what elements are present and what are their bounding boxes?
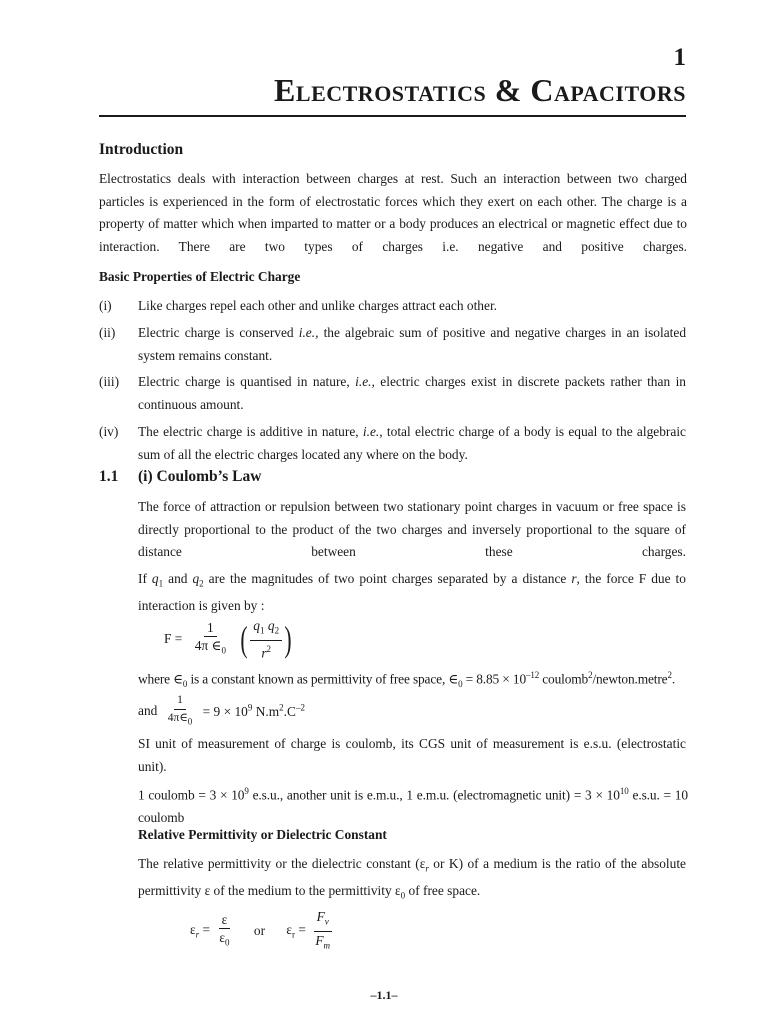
properties-heading: Basic Properties of Electric Charge — [99, 269, 301, 284]
fraction-numerator: ε — [219, 911, 231, 929]
relative-permittivity-equation — [190, 908, 333, 954]
chapter-title: Electrostatics & Capacitors — [274, 72, 686, 108]
fraction-denominator — [312, 932, 333, 955]
text-run: is a constant known as permittivity of free space, ∈ — [187, 671, 459, 687]
constant-equation — [138, 692, 305, 730]
subscript: 1 — [260, 625, 265, 636]
equation-lhs — [190, 922, 211, 940]
list-item-number: (iii) — [99, 374, 120, 389]
inner-numerator — [250, 617, 282, 641]
subscript: 0 — [187, 716, 193, 727]
superscript: 2 — [266, 643, 272, 654]
text-run: coulomb — [539, 671, 589, 687]
text-run: = 8.85 × 10 — [462, 671, 526, 687]
text-run: ε — [286, 922, 293, 938]
text-run: ε — [190, 922, 196, 938]
list-item-text — [138, 371, 686, 416]
subscript: 1 — [158, 578, 164, 589]
equation-fraction — [192, 619, 229, 660]
title-rule — [99, 115, 686, 117]
fraction-numerator — [314, 908, 332, 932]
si-unit-paragraph: SI unit of measurement of charge is coulomb, its CGS unit of measurement is e.s.u. (electrostatic unit). — [138, 736, 686, 774]
text-run: If — [138, 571, 152, 586]
equation-connector: and — [138, 703, 158, 719]
subscript: r — [425, 863, 429, 874]
list-item-text — [138, 322, 686, 367]
superscript: 2 — [279, 702, 284, 713]
coulomb-conversion — [138, 780, 688, 829]
text-run: 4π∈ — [167, 712, 188, 724]
text-run-italic: i.e., — [362, 424, 383, 439]
text-run-italic: i.e., — [298, 325, 319, 340]
fraction-denominator — [216, 929, 232, 952]
text-run: total electric charge of a body is equal to the algebraic sum of all the electric charges located any where on the body. — [138, 424, 686, 462]
text-run: ε — [219, 929, 226, 945]
intro-paragraph: Electrostatics deals with interaction between charges at rest. Such an interaction between two charged particles is experienced in the form of electrostatic forces which they exert on each other. The charge is a property of matter which when imparted to matter or a body produces an electrical or magnetic effect due to interaction. There are two types of charges i.e. negative and positive charges. — [99, 171, 687, 254]
equation-fraction — [312, 908, 333, 954]
inner-denominator — [258, 641, 274, 661]
text-run: where ∈ — [138, 671, 183, 687]
list-item-text: Like charges repel each other and unlike charges attract each other. — [138, 298, 498, 313]
equation-fraction — [165, 692, 196, 730]
text-run: are the magnitudes of two point charges separated by a distance — [203, 571, 572, 586]
inner-fraction — [250, 617, 282, 661]
text-run: /newton.metre — [592, 671, 668, 687]
fraction-numerator: 1 — [174, 692, 186, 710]
list-item-number: (ii) — [99, 325, 116, 340]
equation-connector: or — [253, 923, 266, 939]
text-run: and — [163, 571, 193, 586]
subscript: 0 — [225, 937, 230, 948]
superscript: 2 — [588, 670, 593, 680]
subscript: 2 — [199, 578, 204, 589]
text-run: of free space. — [405, 883, 481, 899]
right-paren: ) — [284, 619, 292, 660]
subscript: 0 — [221, 645, 226, 656]
text-run: The relative permittivity or the dielectric constant (ε — [138, 856, 426, 871]
subscript: 2 — [274, 625, 280, 636]
fraction-numerator: 1 — [204, 619, 217, 637]
subscript: 0 — [400, 890, 406, 901]
text-run: q — [253, 618, 260, 633]
chapter-number: 1 — [673, 44, 686, 71]
text-run: F — [316, 909, 325, 924]
text-run: = — [298, 922, 306, 938]
subscript: v — [324, 916, 329, 927]
symbol-r: r — [571, 571, 577, 586]
intro-heading: Introduction — [99, 141, 184, 158]
fraction-denominator — [165, 710, 196, 730]
coulomb-equation — [164, 617, 294, 661]
text-run: Electric charge is conserved — [138, 325, 299, 340]
section-number: 1.1 — [99, 468, 119, 485]
text-run: e.s.u., another unit is e.m.u., 1 e.m.u. (electromagnetic unit) = 3 × 10 — [248, 787, 620, 803]
text-run: the algebraic sum of positive and negative charges in an isolated system remains constant. — [138, 325, 687, 363]
text-run: r — [261, 645, 267, 661]
text-run: Electric charge is quantised in nature, — [138, 374, 356, 389]
text-run: = — [202, 922, 211, 938]
subscript: 0 — [458, 679, 463, 690]
superscript: 10 — [619, 786, 629, 796]
superscript: 2 — [667, 670, 672, 680]
list-item-text — [138, 421, 686, 466]
text-run: . — [671, 671, 676, 687]
page-number: –1.1– — [370, 988, 398, 1002]
text-run: 4π ∈ — [194, 637, 222, 653]
relative-permittivity-heading: Relative Permittivity or Dielectric Constant — [138, 827, 387, 842]
equation-lhs — [286, 922, 306, 940]
superscript: 9 — [247, 702, 253, 713]
text-run: electric charges exist in discrete packets rather than in continuous amount. — [138, 374, 686, 412]
text-run: or K) of a medium is the ratio of the absolute permittivity ε of the medium to the permittivity ε — [138, 856, 686, 899]
list-item-number: (iv) — [99, 424, 119, 439]
superscript: –2 — [295, 702, 305, 713]
text-run: q — [267, 618, 275, 633]
text-run: The electric charge is additive in nature, — [138, 424, 363, 439]
list-item-number: (i) — [99, 298, 112, 313]
permittivity-line — [138, 664, 698, 696]
left-paren: ( — [240, 619, 248, 660]
relative-permittivity-paragraph — [138, 853, 686, 907]
text-run-italic: i.e., — [355, 374, 375, 389]
fraction-denominator — [192, 637, 229, 660]
equation-lhs: F = — [164, 631, 183, 647]
coulomb-law-paragraph: The force of attraction or repulsion between two stationary point charges in vacuum or free space is directly proportional to the product of the two charges and inversely proportional to the square of distance between these charges. — [138, 499, 686, 559]
section-title: (i) Coulomb’s Law — [138, 468, 262, 485]
text-run: = 9 × 10 — [202, 703, 248, 719]
text-run: , the force F due to interaction is given by : — [138, 571, 686, 614]
text-run: .C — [283, 703, 296, 719]
parenthesized-term — [238, 617, 294, 661]
symbol-q1: q — [151, 571, 159, 586]
equation-fraction — [216, 911, 232, 952]
subscript: m — [323, 940, 331, 951]
text-run: N.m — [252, 703, 280, 719]
text-run: 1 coulomb = 3 × 10 — [138, 787, 245, 803]
subscript: r — [195, 930, 200, 940]
subscript: r — [292, 930, 296, 940]
charges-paragraph — [138, 568, 686, 618]
subscript: 0 — [182, 679, 188, 690]
symbol-q2: q — [192, 571, 200, 586]
text-run: F — [315, 932, 324, 948]
text-run: e.s.u. = 10 coulomb — [138, 787, 688, 825]
superscript: –12 — [526, 670, 540, 680]
superscript: 9 — [244, 786, 249, 796]
equation-rhs — [203, 704, 305, 719]
